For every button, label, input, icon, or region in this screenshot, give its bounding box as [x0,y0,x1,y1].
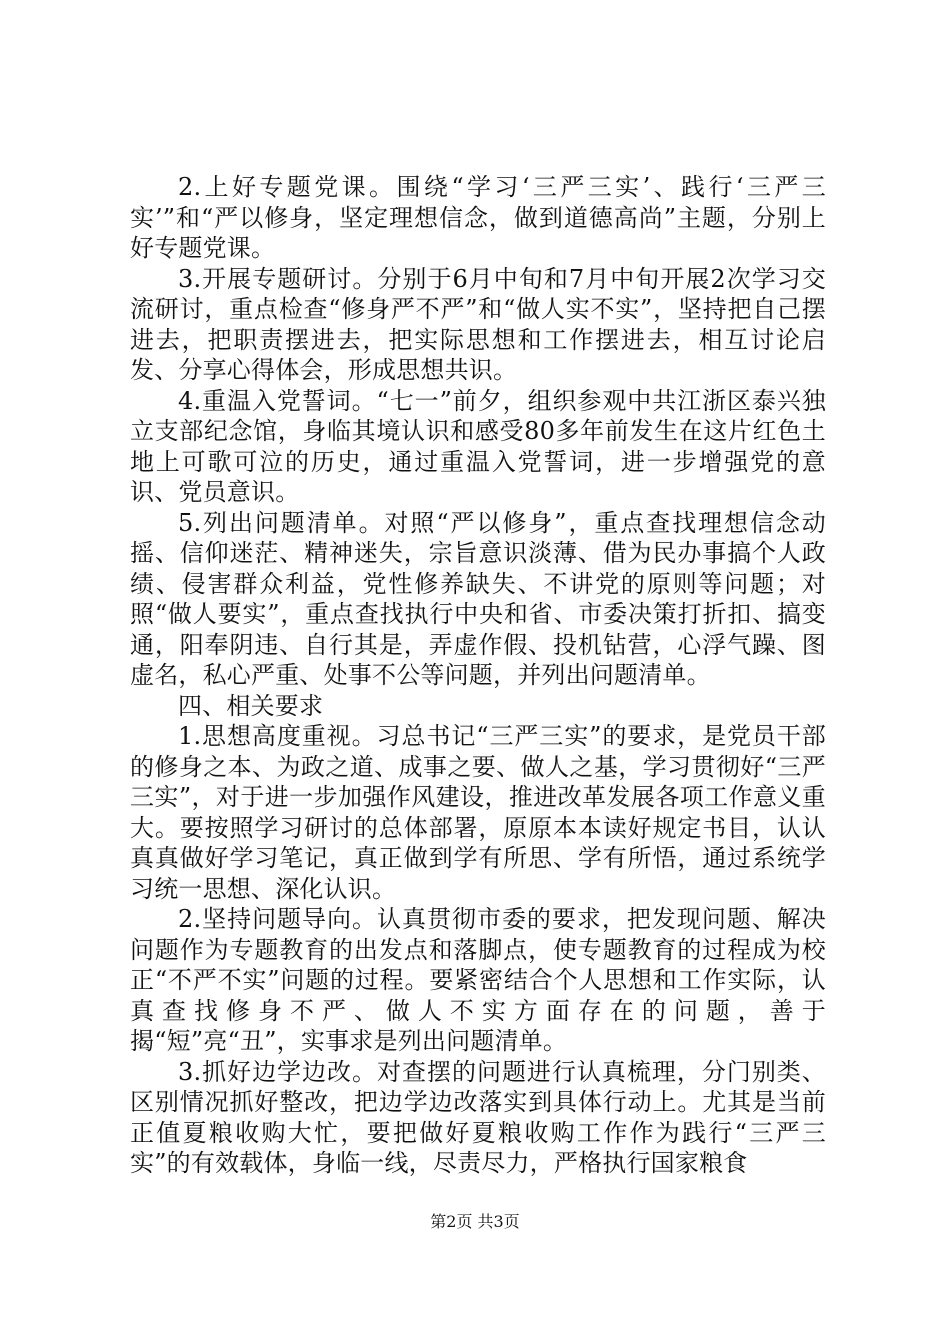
paragraph-problem-list: 5.列出问题清单。对照“严以修身”，重点查找理想信念动摇、信仰迷茫、精神迷失，宗旨意识淡薄、借为民办事搞个人政绩、侵害群众利益，党性修养缺失、不讲党的原则等问题；对照“做人要实”，重点查找执行中央和省、市委决策打折扣、搞变通，阳奉阴违、自行其是，弄虚作假、投机钻营，心浮气躁、图虚名，私心严重、处事不公等问题，并列出问题清单。 [130,508,826,689]
paragraph-problem-oriented: 2.坚持问题导向。认真贯彻市委的要求，把发现问题、解决问题作为专题教育的出发点和落脚点，使专题教育的过程成为校正“不严不实”问题的过程。要紧密结合个人思想和工作实际，认真查找修身不严、做人不实方面存在的问题，善于揭“短”亮“丑”，实事求是列出问题清单。 [130,905,826,1055]
section-heading-requirements: 四、相关要求 [178,691,324,720]
document-body [130,172,826,1179]
paragraph-seminar: 3.开展专题研讨。分别于6月中旬和7月中旬开展2次学习交流研讨，重点检查“修身严不严”和“做人实不实”，坚持把自己摆进去，把职责摆进去，把实际思想和工作摆进去，相互讨论启发、分享心得体会，形成思想共识。 [130,264,826,384]
page-number-footer: 第2页 共3页 [430,1212,520,1231]
paragraph-attention: 1.思想高度重视。习总书记“三严三实”的要求，是党员干部的修身之本、为政之道、成事之要、做人之基，学习贯彻好“三严三实”，对于进一步加强作风建设，推进改革发展各项工作意义重大。要按照学习研讨的总体部署，原原本本读好规定书目，认认真真做好学习笔记，真正做到学有所思、学有所悟，通过系统学习统一思想、深化认识。 [130,722,826,903]
paragraph-oath: 4.重温入党誓词。“七一”前夕，组织参观中共江浙区泰兴独立支部纪念馆，身临其境认识和感受80多年前发生在这片红色土地上可歌可泣的历史，通过重温入党誓词，进一步增强党的意识、党员意识。 [130,386,826,506]
paragraph-party-lecture: 2.上好专题党课。围绕“学习‘三严三实’、践行‘三严三实’”和“严以修身，坚定理想信念，做到道德高尚”主题，分别上好专题党课。 [130,173,826,262]
paragraph-learn-and-correct: 3.抓好边学边改。对查摆的问题进行认真梳理，分门别类、区别情况抓好整改，把边学边改落实到具体行动上。尤其是当前正值夏粮收购大忙，要把做好夏粮收购工作作为践行“三严三实”的有效载体，身临一线，尽责尽力，严格执行国家粮食 [130,1057,826,1177]
